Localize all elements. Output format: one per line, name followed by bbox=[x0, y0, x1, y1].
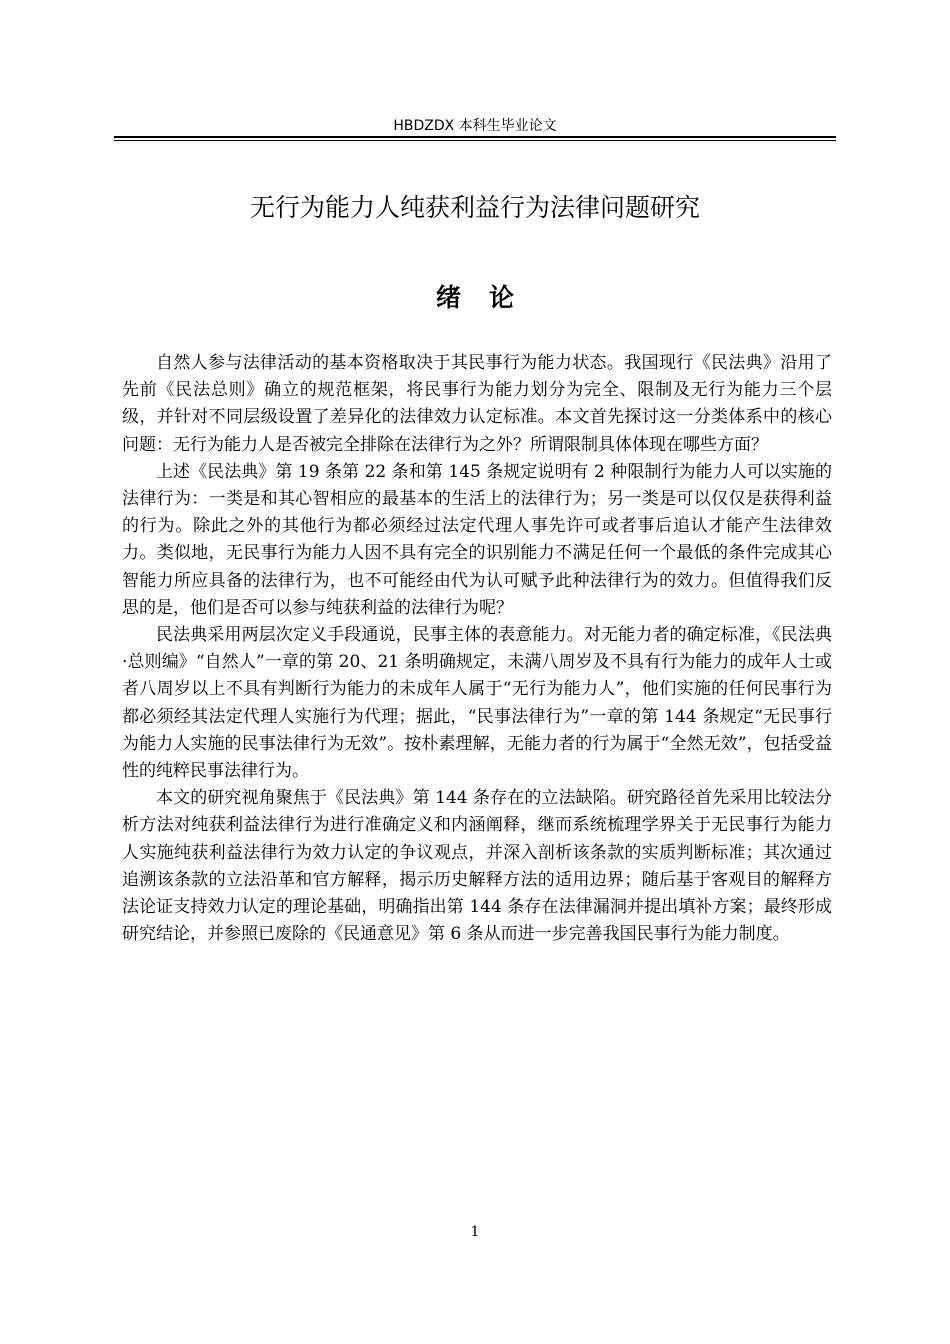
paragraph-4: 本文的研究视角聚焦于《民法典》第 144 条存在的立法缺陷。研究路径首先采用比较法分析方法对纯获利益法律行为进行准确定义和内涵阐释，继而系统梳理学界关于无民事行为能力人实施纯获利益法律行为效力认定的争议观点，并深入剖析该条款的实质判断标准；其次通过追溯该条款的立法沿革和官方解释，揭示历史解释方法的适用边界；随后基于客观目的解释方法论证支持效力认定的理论基础，明确指出第 144 条存在法律漏洞并提出填补方案；最终形成研究结论，并参照已废除的《民通意见》第 6 条从而进一步完善我国民事行为能力制度。 bbox=[122, 788, 832, 945]
thesis-title: 无行为能力人纯获利益行为法律问题研究 bbox=[249, 193, 700, 222]
header-rule-thick bbox=[114, 136, 836, 138]
page-number: 1 bbox=[470, 1224, 480, 1240]
paragraph-2: 上述《民法典》第 19 条第 22 条和第 145 条规定说明有 2 种限制行为能力人可以实施的法律行为：一类是和其心智相应的最基本的生活上的法律行为；另一类是可以仅仅是获得利益的行为。除此之外的其他行为都必须经过法定代理人事先许可或者事后追认才能产生法律效力。类似地，无民事行为能力人因不具有完全的识别能力不满足任何一个最低的条件完成其心智能力所应具备的法律行为，也不可能经由代为认可赋予此种法律行为的效力。但值得我们反思的是，他们是否可以参与纯获利益的法律行为呢？ bbox=[122, 461, 832, 618]
body-text bbox=[122, 350, 832, 948]
header-rule-thin bbox=[114, 140, 836, 141]
paragraph-3: 民法典采用两层次定义手段通说，民事主体的表意能力。对无能力者的确定标准，《民法典·总则编》“自然人”一章的第 20、21 条明确规定，未满八周岁及不具有行为能力的成年人士或者八周岁以上不具有判断行为能力的未成年人属于“无行为能力人”，他们实施的任何民事行为都必须经其法定代理人实施行为代理；据此，“民事法律行为”一章的第 144 条规定“无民事行为能力人实施的民事法律行为无效”。按朴素理解，无能力者的行为属于“全然无效”，包括受益性的纯粹民事法律行为。 bbox=[122, 625, 832, 782]
section-heading: 绪论 bbox=[435, 283, 542, 312]
running-header: HBDZDX 本科生毕业论文 bbox=[393, 118, 557, 134]
paragraph-1: 自然人参与法律活动的基本资格取决于其民事行为能力状态。我国现行《民法典》沿用了先前《民法总则》确立的规范框架，将民事行为能力划分为完全、限制及无行为能力三个层级，并针对不同层级设置了差异化的法律效力认定标准。本文首先探讨这一分类体系中的核心问题：无行为能力人是否被完全排除在法律行为之外？所谓限制具体体现在哪些方面？ bbox=[122, 353, 832, 455]
